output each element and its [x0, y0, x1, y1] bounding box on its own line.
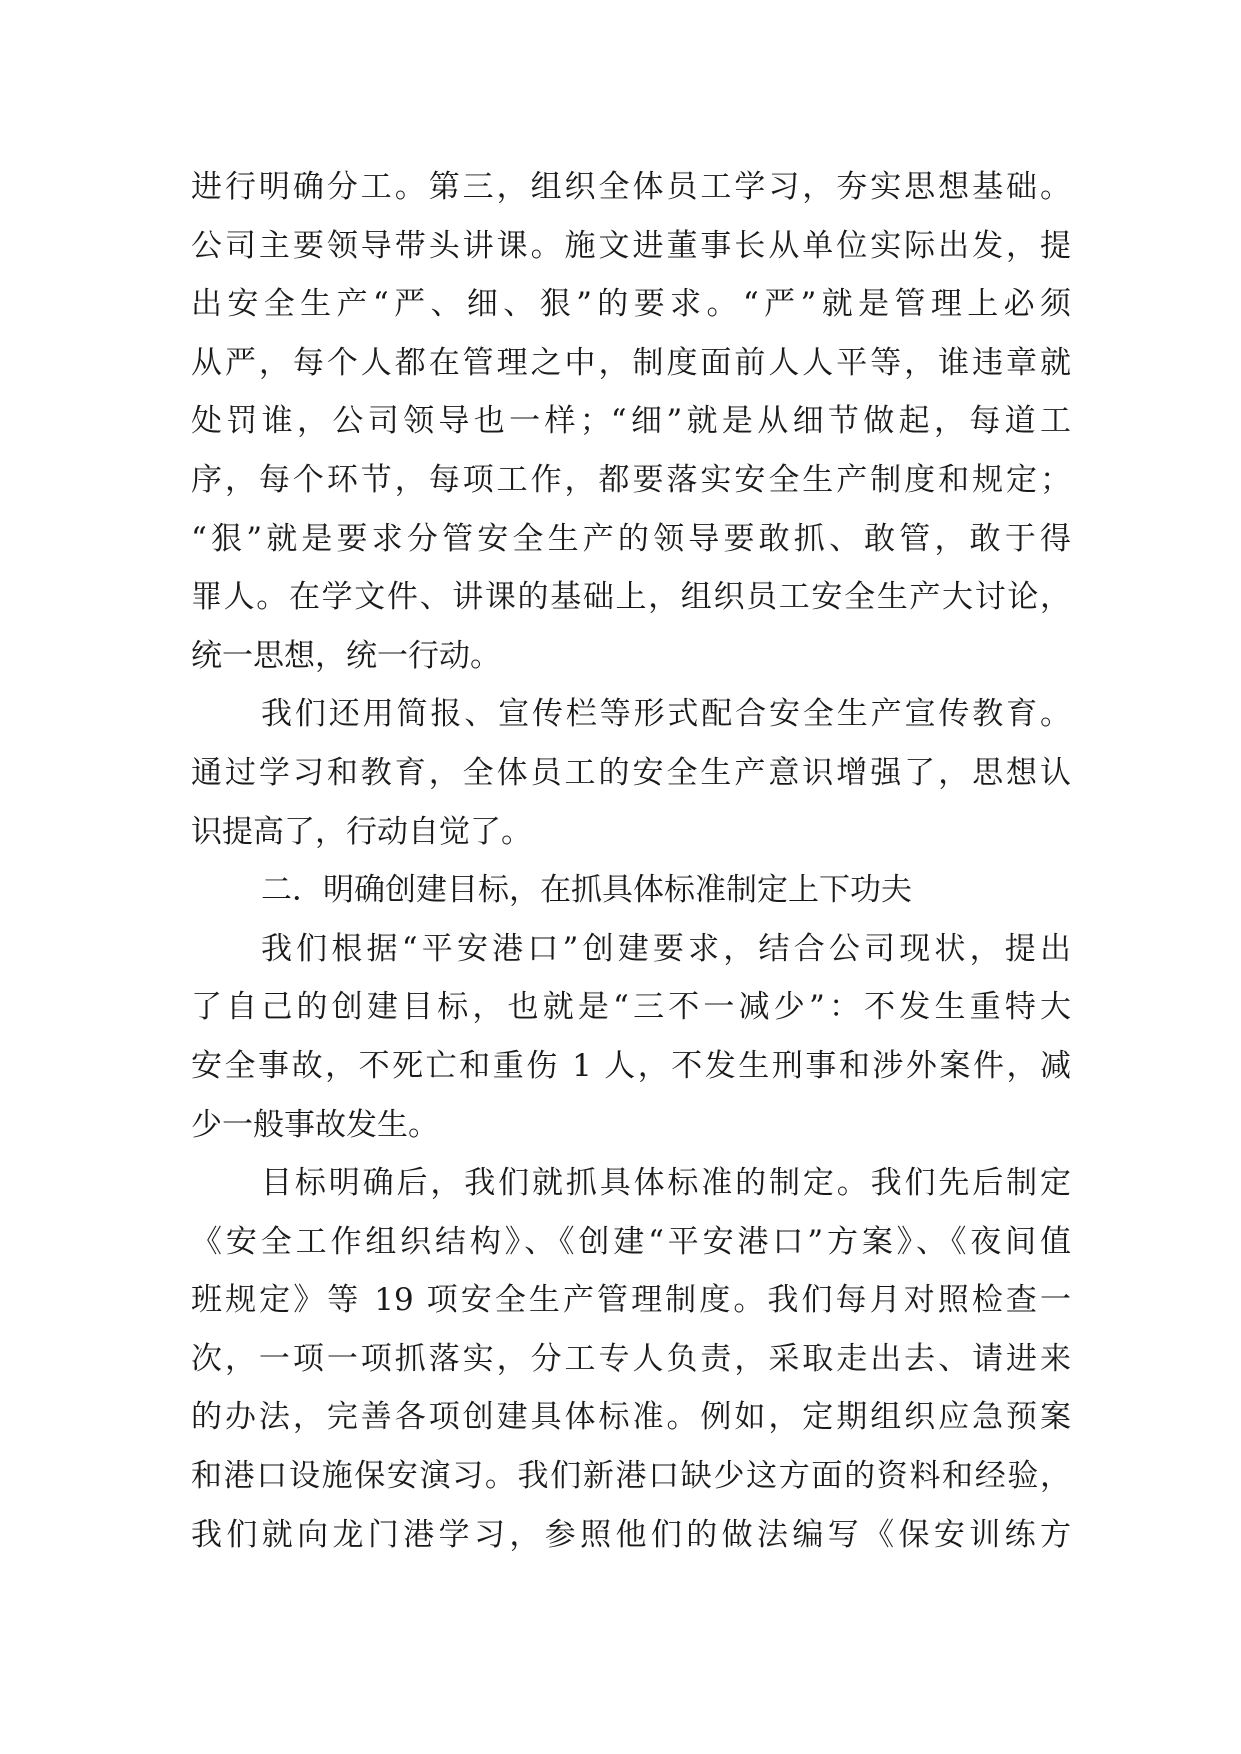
text-line: “狠”就是要求分管安全生产的领导要敢抓、敢管，敢于得: [191, 520, 1071, 557]
text-line: 二．明确创建目标，在抓具体标准制定上下功夫: [261, 872, 912, 909]
text-line: 处罚谁，公司领导也一样；“细”就是从细节做起，每道工: [191, 403, 1071, 440]
text-line: 进行明确分工。第三，组织全体员工学习，夯实思想基础。: [191, 169, 1071, 205]
text-line: 《安全工作组织结构》、《创建“平安港口”方案》、《夜间值: [191, 1223, 1071, 1260]
text-line: 罪人。在学文件、讲课的基础上，组织员工安全生产大讨论，: [191, 579, 1071, 616]
text-line: 我们根据“平安港口”创建要求，结合公司现状，提出: [261, 930, 1071, 967]
body-text: [191, 158, 1071, 1564]
text-line: 统一思想，统一行动。: [191, 637, 501, 674]
text-line: 识提高了，行动自觉了。: [191, 813, 532, 850]
text-line: 序，每个环节，每项工作，都要落实安全生产制度和规定；: [191, 461, 1071, 498]
text-line: 通过学习和教育，全体员工的安全生产意识增强了，思想认: [191, 754, 1071, 791]
text-line: 我们还用简报、宣传栏等形式配合安全生产宣传教育。: [261, 696, 1071, 733]
text-line: 目标明确后，我们就抓具体标准的制定。我们先后制定: [261, 1165, 1071, 1202]
text-line: 公司主要领导带头讲课。施文进董事长从单位实际出发，提: [191, 227, 1071, 264]
text-line: 班规定》等 19 项安全生产管理制度。我们每月对照检查一: [191, 1282, 1071, 1319]
text-line: 少一般事故发生。: [191, 1106, 439, 1143]
text-line: 我们就向龙门港学习，参照他们的做法编写《保安训练方: [191, 1516, 1071, 1553]
text-line: 从严，每个人都在管理之中，制度面前人人平等，谁违章就: [191, 344, 1071, 381]
text-line: 安全事故，不死亡和重伤 1 人，不发生刑事和涉外案件，减: [191, 1047, 1071, 1084]
text-line: 出安全生产“严、细、狠”的要求。“严”就是管理上必须: [191, 286, 1071, 323]
text-line: 的办法，完善各项创建具体标准。例如，定期组织应急预案: [191, 1399, 1071, 1436]
text-line: 次，一项一项抓落实，分工专人负责，采取走出去、请进来: [191, 1340, 1071, 1377]
text-line: 了自己的创建目标，也就是“三不一减少”：不发生重特大: [191, 989, 1071, 1026]
text-line: 和港口设施保安演习。我们新港口缺少这方面的资料和经验，: [191, 1458, 1071, 1495]
